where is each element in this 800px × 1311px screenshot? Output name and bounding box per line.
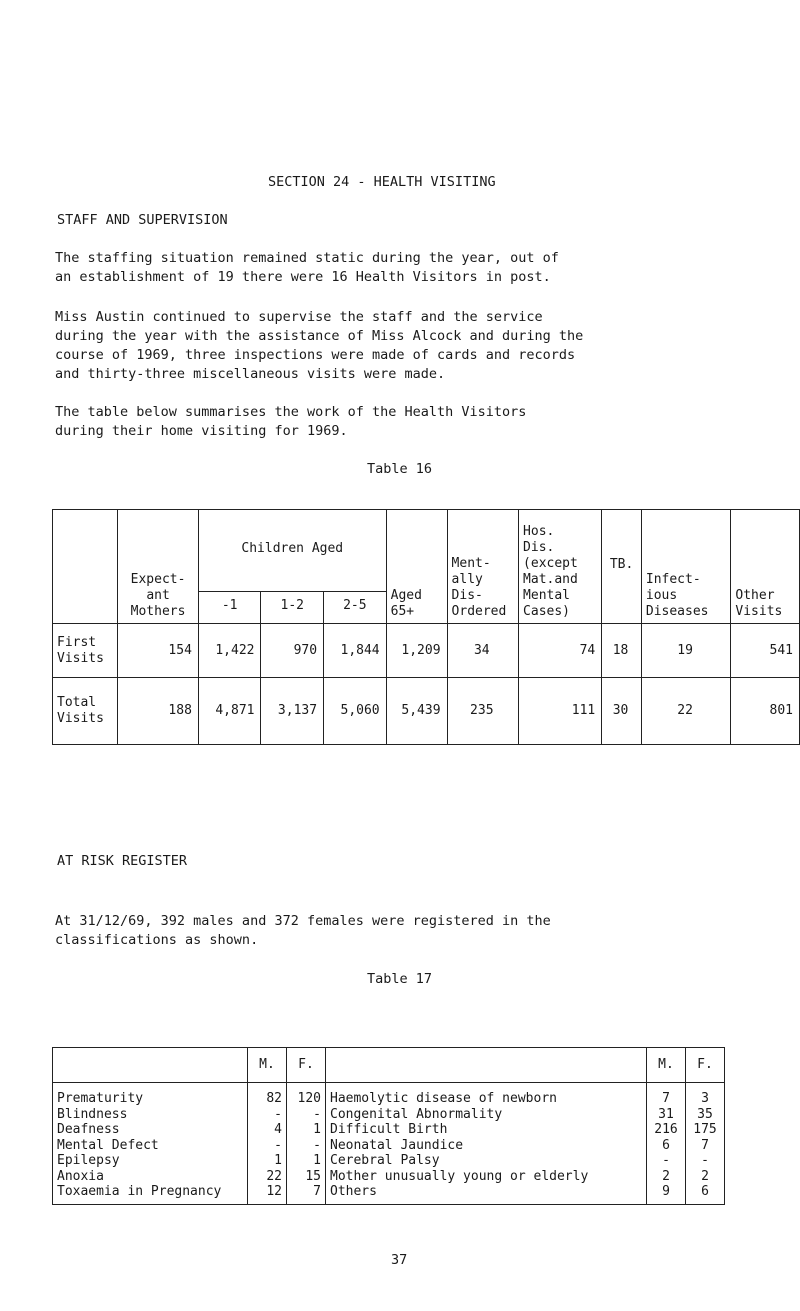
cell-value: 15	[305, 1168, 321, 1184]
cell-value: 74	[519, 624, 602, 678]
empty-corner-cell	[53, 510, 118, 624]
cell-value: 154	[118, 624, 199, 678]
cell-value: 1	[274, 1153, 282, 1168]
header-mentally-disordered: Ment- ally Dis- Ordered	[447, 510, 519, 624]
cell-value: 3,137	[261, 678, 324, 745]
table-17-caption: Table 17	[367, 971, 433, 987]
empty-header-cell	[53, 1048, 248, 1083]
list-item: Cerebral Palsy	[330, 1153, 440, 1168]
list-item: Anoxia	[57, 1168, 104, 1184]
cell-value: 801	[731, 678, 800, 745]
cell-value: 82	[266, 1091, 282, 1106]
cell-value: 1	[313, 1122, 321, 1137]
cell-value: 2	[662, 1168, 670, 1184]
paragraph-staffing: The staffing situation remained static during the year, out of an establishment of 19 there were 16 Health Visitors in post.	[55, 250, 559, 285]
table-16	[52, 509, 800, 745]
cell-value: 120	[297, 1091, 321, 1106]
list-item: Difficult Birth	[330, 1122, 448, 1137]
cell-value: 34	[447, 624, 519, 678]
cell-value: -	[274, 1106, 282, 1122]
paragraph-table-intro: The table below summarises the work of the Health Visitors during their home visiting for 1969.	[55, 404, 527, 439]
header-aged-65: Aged 65+	[386, 510, 447, 624]
cell-value: 12	[266, 1184, 282, 1199]
section-title: SECTION 24 - HEALTH VISITING	[268, 174, 496, 190]
cell-value: 6	[701, 1184, 709, 1199]
cell-value: 19	[641, 624, 731, 678]
cell-value: 35	[697, 1106, 713, 1122]
right-classification-list	[326, 1083, 647, 1205]
header-other-visits: Other Visits	[731, 510, 800, 624]
cell-value: 5,060	[324, 678, 387, 745]
paragraph-at-risk: At 31/12/69, 392 males and 372 females were registered in the classifications as shown.	[55, 913, 551, 948]
table-17	[52, 1047, 725, 1205]
list-item: Neonatal Jaundice	[330, 1137, 464, 1153]
cell-value: 216	[654, 1122, 678, 1137]
cell-value: 188	[118, 678, 199, 745]
cell-value: 111	[519, 678, 602, 745]
cell-value: 235	[447, 678, 519, 745]
cell-value: 2	[701, 1168, 709, 1184]
right-males-column	[647, 1083, 686, 1205]
staff-heading: STAFF AND SUPERVISION	[57, 212, 228, 228]
header-males: M.	[647, 1048, 686, 1083]
cell-value: -	[313, 1106, 321, 1122]
header-age-2-5: 2-5	[324, 592, 387, 624]
header-hospital-discharged: Hos. Dis. (except Mat.and Mental Cases)	[519, 510, 602, 624]
cell-value: -	[313, 1137, 321, 1153]
table-row-first-visits	[53, 624, 800, 678]
cell-value: 7	[662, 1091, 670, 1106]
header-infectious-diseases: Infect- ious Diseases	[641, 510, 731, 624]
cell-value: -	[701, 1153, 709, 1168]
header-expectant-mothers: Expect- ant Mothers	[118, 510, 199, 624]
header-females: F.	[686, 1048, 725, 1083]
right-females-column	[686, 1083, 725, 1205]
paragraph-supervision: Miss Austin continued to supervise the staff and the service during the year with the assistance of Miss Alcock and during the course of 1969, three inspections were made of cards and records and thirty-three miscellaneous visits were made.	[55, 309, 584, 382]
cell-value: -	[274, 1137, 282, 1153]
table-row-total-visits	[53, 678, 800, 745]
cell-value: 31	[658, 1106, 674, 1122]
cell-value: 1,844	[324, 624, 387, 678]
header-females: F.	[287, 1048, 326, 1083]
cell-value: 4,871	[198, 678, 261, 745]
page-number: 37	[391, 1252, 408, 1268]
left-males-column	[248, 1083, 287, 1205]
list-item: Mother unusually young or elderly	[330, 1168, 589, 1184]
cell-value: 5,439	[386, 678, 447, 745]
list-item: Toxaemia in Pregnancy	[57, 1184, 222, 1199]
cell-value: 175	[693, 1122, 717, 1137]
cell-value: 1,209	[386, 624, 447, 678]
header-tb: TB.	[602, 510, 642, 624]
row-label: Total Visits	[53, 678, 118, 745]
empty-header-cell	[326, 1048, 647, 1083]
cell-value: 18	[602, 624, 642, 678]
cell-value: 970	[261, 624, 324, 678]
row-label: First Visits	[53, 624, 118, 678]
cell-value: 22	[266, 1168, 282, 1184]
list-item: Mental Defect	[57, 1137, 159, 1153]
list-item: Congenital Abnormality	[330, 1106, 503, 1122]
header-age-1-2: 1-2	[261, 592, 324, 624]
header-children-aged: Children Aged	[198, 510, 386, 592]
cell-value: 7	[313, 1184, 321, 1199]
list-item: Blindness	[57, 1106, 128, 1122]
left-females-column	[287, 1083, 326, 1205]
list-item: Deafness	[57, 1122, 120, 1137]
cell-value: 1	[313, 1153, 321, 1168]
left-classification-list	[53, 1083, 248, 1205]
cell-value: 30	[602, 678, 642, 745]
cell-value: 22	[641, 678, 731, 745]
cell-value: 3	[701, 1091, 709, 1106]
list-item: Prematurity	[57, 1091, 144, 1106]
at-risk-heading: AT RISK REGISTER	[57, 853, 188, 869]
cell-value: 7	[701, 1137, 709, 1153]
cell-value: 9	[662, 1184, 670, 1199]
cell-value: 541	[731, 624, 800, 678]
header-males: M.	[248, 1048, 287, 1083]
list-item: Others	[330, 1184, 377, 1199]
header-age-under-1: -1	[198, 592, 261, 624]
table-16-caption: Table 16	[367, 461, 433, 477]
cell-value: -	[662, 1153, 670, 1168]
cell-value: 1,422	[198, 624, 261, 678]
cell-value: 6	[662, 1137, 670, 1153]
list-item: Haemolytic disease of newborn	[330, 1091, 557, 1106]
list-item: Epilepsy	[57, 1153, 120, 1168]
cell-value: 4	[274, 1122, 282, 1137]
